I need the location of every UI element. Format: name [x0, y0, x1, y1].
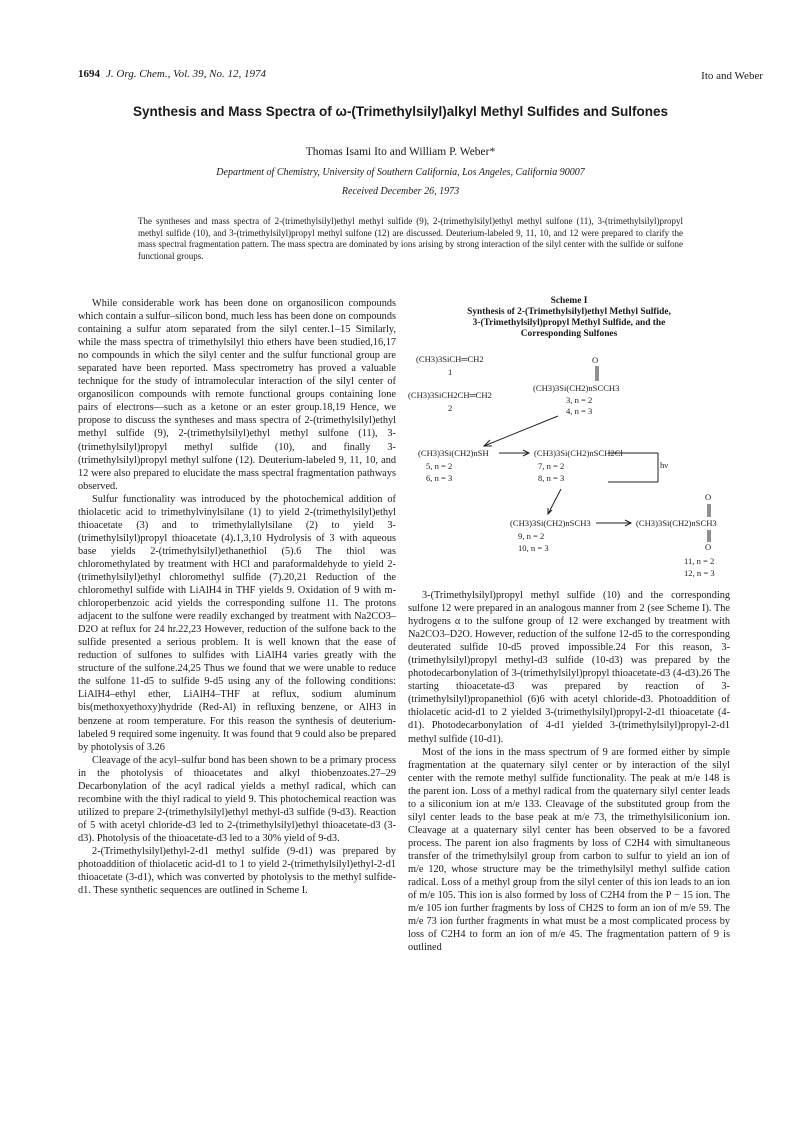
scheme-1 [408, 296, 730, 581]
scheme-caption-line: Synthesis of 2-(Trimethylsilyl)ethyl Methyl Sulfide, [467, 307, 671, 317]
compound-label: 9, n = 2 [518, 531, 545, 541]
compound-label: 11, n = 2 [684, 556, 715, 566]
compound-label: 8, n = 3 [538, 473, 565, 483]
scheme-caption-line: Corresponding Sulfones [520, 329, 618, 339]
compound-label: 7, n = 2 [538, 461, 565, 471]
sulfone-oxygen: O [705, 542, 712, 552]
author-list: Thomas Isami Ito and William P. Weber* [305, 146, 496, 158]
compound-11-12: (CH3)3Si(CH2)nSCH3 [636, 518, 717, 528]
photolysis-label: hν [660, 460, 669, 470]
journal-citation: J. Org. Chem., Vol. 39, No. 12, 1974 [106, 68, 267, 80]
compound-3-4: (CH3)3Si(CH2)nSCCH3 [533, 383, 620, 393]
compound-label: 2 [448, 403, 453, 413]
paragraph: 3-(Trimethylsilyl)propyl methyl sulfide (10) and the corresponding sulfone 12 were prepared in an analogous manner from 2 (see Scheme I). The hydrogens α to the sulfone group of 12 were exchanged by treatment with Na2CO3–D2O. However, reduction of the sulfone 12-d5 to the corresponding deuterated sulfide 10-d5 proved impossible.24 For this reason, 3-(trimethylsilyl)propyl methyl-d3 sulfide (10-d3) was prepared by the photodecarbonylation of 3-(trimethylsilyl)propyl thioacetate-d3 (4-d3).26 The starting thioacetate-d3 was prepared by reaction of 3-(trimethylsilyl)propanethiol (6)6 with acetyl chloride-d3. Photoaddition of thiolacetic acid-d1 to 2 yielded 3-(trimethylsilyl)propyl-2-d1 thioacetate (4-d1). Photodecarbonylation of 4-d1 yielded 3-(trimethylsilyl)propyl-2-d1 methyl sulfide (10-d1). [408, 590, 730, 745]
article-title: Synthesis and Mass Spectra of ω-(Trimethylsilyl)alkyl Methyl Sulfides and Sulfones [132, 104, 669, 119]
compound-label: 12, n = 3 [684, 568, 715, 578]
affiliation: Department of Chemistry, University of Southern California, Los Angeles, California 90007 [216, 167, 585, 178]
compound-1: (CH3)3SiCH═CH2 [416, 354, 484, 364]
compound-5-6: (CH3)3Si(CH2)nSH [418, 448, 489, 458]
page-number: 1694 [78, 68, 100, 80]
paragraph: 2-(Trimethylsilyl)ethyl-2-d1 methyl sulfide (9-d1) was prepared by photoaddition of thiolacetic acid-d1 to 1 to yield 2-(trimethylsilyl)ethyl-2-d1 thioacetate (3-d1), which was converted by photolysis to the methyl sulfide-d1. These synthetic sequences are outlined in Scheme I. [78, 845, 396, 897]
scheme-caption-line: 3-(Trimethylsilyl)propyl Methyl Sulfide, and the [472, 318, 666, 328]
right-column [408, 589, 730, 954]
scheme-label: Scheme I [550, 296, 588, 306]
compound-label: 10, n = 3 [518, 543, 549, 553]
paragraph: Most of the ions in the mass spectrum of 9 are formed either by simple fragmentation at the quaternary silyl center or by interaction of the silyl center with the remote methyl sulfide functionality. The peak at m/e 148 is the parent ion. Loss of a methyl radical from the quaternary silyl center leads to a siliconium ion at m/e 133. Cleavage of the substituted group from the silyl center leads to the base peak at m/e 73, the trimethylsiliconium ion. Cleavage at a quaternary silyl center has been observed to be a favored process. The parent ion also fragments by loss of C2H4 with simultaneous transfer of the trimethylsilyl group from carbon to sulfur to yield an ion of m/e 120, whose structure may be the trimethylsilyl methyl sulfide cation radical. Loss of a methyl group from the silyl center of this ion leads to an ion of m/e 105. This ion is also formed by loss of C2H4 from the P − 15 ion. The m/e 105 ion further fragments by loss of CH2S to form an ion of m/e 59. The m/e 73 ion further fragments in what must be a most complicated process by loss of C2H4 to form an ion of m/e 45. The fragmentation pattern of 9 is outlined [408, 746, 730, 954]
abstract: The syntheses and mass spectra of 2-(trimethylsilyl)ethyl methyl sulfide (9), 2-(trimethylsilyl)ethyl methyl sulfone (11), 3-(trimethylsilyl)propyl methyl sulfide (10), and 3-(trimethylsilyl)propyl methyl sulfone (12) are discussed. Deuterium-labeled 9, 11, 10, and 12 were prepared to clarify the mass spectral fragmentation pattern. The mass spectra are dominated by ions arising by strong interaction of the silyl center with the sulfide or sulfone functional groups. [138, 216, 683, 261]
compound-label: 1 [448, 367, 453, 377]
compound-label: 3, n = 2 [566, 395, 593, 405]
scheme-arrows [408, 296, 730, 581]
compound-2: (CH3)3SiCH2CH═CH2 [408, 390, 492, 400]
compound-7-8: (CH3)3Si(CH2)nSCH2Cl [534, 448, 623, 458]
compound-label: 5, n = 2 [426, 461, 453, 471]
received-date: Received December 26, 1973 [341, 186, 460, 197]
compound-label: 6, n = 3 [426, 473, 453, 483]
paragraph: Cleavage of the acyl–sulfur bond has been shown to be a primary process in the photolysis of thioacetates and alkyl thiobenzoates.27–29 Decarbonylation of the acyl radical yields a methyl radical, which can recombine with the thiyl radical to yield 9. This photochemical reaction was utilized to prepare 2-(trimethylsilyl)ethyl methyl-d3 sulfide (9-d3). Reaction of 5 with acetyl chloride-d3 led to 2-(trimethylsilyl)ethyl thioacetate-d3 (3-d3). Photolysis of the thioacetate-d3 led to a 30% yield of 9-d3. [78, 754, 396, 844]
paragraph: While considerable work has been done on organosilicon compounds which contain a sulfur–silicon bond, much less has been done on compounds containing a sulfur atom separated from the silyl center.1–15 Similarly, while the mass spectra of trimethylsilyl thio ethers have been studied,16,17 no compounds in which the silyl center and the sulfur functional group are separated have been reported. Mass spectrometry has proved a valuable technique for the study of intramolecular interaction of the silyl center of organosilicon compounds with remote functional groups containing lone pairs of electrons—such as a ketone or an ester group.18,19 Hence, we propose to discuss the syntheses and mass spectra of 2-(trimethylsilyl)ethyl methyl sulfide (9), 2-(trimethylsilyl)ethyl methyl sulfone (11), 3-(trimethylsilyl)propyl methyl sulfide (10), and finally 3-(trimethylsilyl)propyl methyl sulfone (12). Deuterium-labeled 9, 11, 10, and 12 were also prepared to elucidate the mass spectral fragmentation pathways observed. [78, 298, 396, 492]
left-column [78, 297, 396, 897]
running-header [78, 68, 266, 80]
paragraph: Sulfur functionality was introduced by the photochemical addition of thiolacetic acid to trimethylvinylsilane (1) to yield 2-(trimethylsilyl)ethyl thioacetate (3) and to trimethylallylsilane (2) to yield 3-(trimethylsilyl)propyl thioacetate (4).1,3,10 Hydrolysis of 3 with aqueous base yields 2-(trimethylsilyl)ethanethiol (5).6 The thiol was chloromethylated by treatment with HCl and paraformaldehyde to yield 2-(trimethylsilyl)ethyl chloromethyl sulfide (7).20,21 Reduction of the chloromethyl sulfide with LiAlH4 in THF yields 9. Oxidation of 9 with m-chloroperbenzoic acid yields the corresponding sulfone 11. The protons adjacent to the sulfone were readily exchanged by treatment with Na2CO3–D2O at reflux for 24 hr.22,23 However, reduction of the sulfone back to the sulfide presented a serious problem. It is well known that the ease of reduction of sulfones to sulfides with LiAlH4 varies greatly with the structure of the sulfone.24,25 Thus we found that we were unable to reduce the sulfone 11-d5 to sulfide 9-d5 using any of the following conditions: LiAlH4–ethyl ether, LiAlH4–THF at reflux, sodium aluminum bis(methoxyethoxy)hydride (Red-Al) in refluxing benzene, or AlH3 in benzene at room temperature. For this reason the synthesis of deuterium-labeled 9 required some ingenuity. It was found that 9 could also be prepared by photolysis of 3.26 [78, 493, 396, 753]
sulfone-oxygen: O [705, 492, 712, 502]
compound-9-10: (CH3)3Si(CH2)nSCH3 [510, 518, 591, 528]
carbonyl-oxygen: O [592, 355, 599, 365]
compound-label: 4, n = 3 [566, 406, 593, 416]
running-authors: Ito and Weber [701, 70, 763, 82]
